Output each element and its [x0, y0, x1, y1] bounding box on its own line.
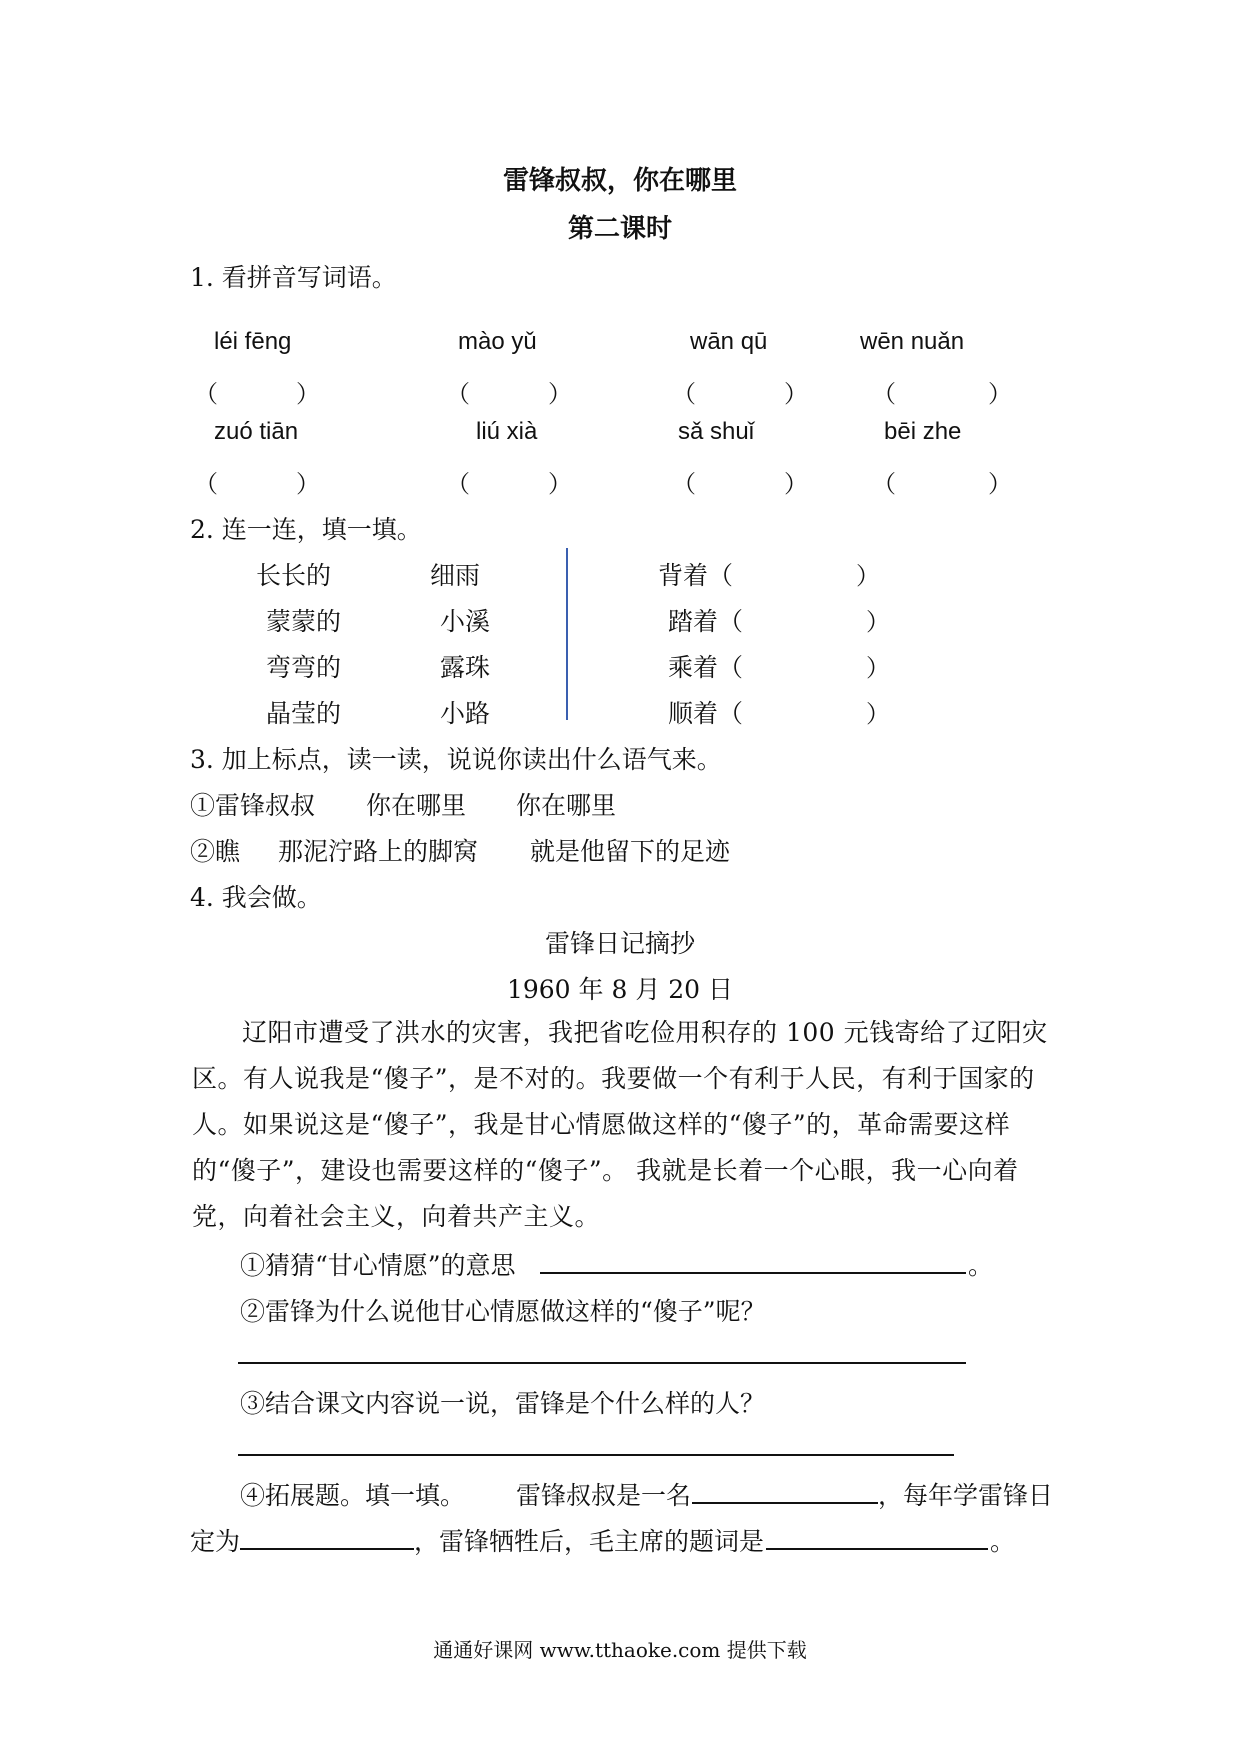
- match-mid-item: 露珠: [440, 653, 491, 682]
- answer-paren-close: ）: [296, 380, 320, 408]
- q3-phrase: ①雷锋叔叔: [190, 791, 316, 820]
- sub-question-2: ②雷锋为什么说他甘心情愿做这样的“傻子”呢？: [240, 1297, 766, 1326]
- answer-paren-open: （: [872, 470, 896, 498]
- answer-paren-close: ）: [784, 470, 808, 498]
- match-left-item: 晶莹的: [266, 699, 342, 728]
- fill-item: 踏着（: [668, 607, 744, 636]
- sub-question-4-text: ，每年学雷锋日: [878, 1481, 1054, 1510]
- answer-paren-close: ）: [988, 380, 1012, 408]
- page-subtitle: 第二课时: [567, 214, 672, 244]
- answer-paren-close: ）: [548, 380, 572, 408]
- answer-line: [540, 1272, 966, 1274]
- answer-paren-open: （: [194, 470, 218, 498]
- sub-question-3: ③结合课文内容说一说，雷锋是个什么样的人？: [240, 1389, 766, 1418]
- sub-question-4-text: 定为: [190, 1527, 241, 1556]
- answer-paren-open: （: [446, 380, 470, 408]
- answer-paren-open: （: [672, 470, 696, 498]
- q3-phrase: 那泥泞路上的脚窝: [278, 837, 479, 866]
- fill-paren-close: ）: [866, 654, 890, 682]
- match-left-item: 蒙蒙的: [266, 607, 342, 636]
- q3-phrase: ②瞧: [190, 837, 241, 866]
- pinyin-6: liú xià: [476, 418, 538, 445]
- answer-paren-close: ）: [784, 380, 808, 408]
- match-mid-item: 细雨: [430, 561, 481, 590]
- pinyin-1: léi fēng: [214, 328, 292, 355]
- answer-paren-open: （: [872, 380, 896, 408]
- fill-item: 顺着（: [668, 699, 744, 728]
- q3-heading: 3. 加上标点，读一读，说说你读出什么语气来。: [190, 745, 722, 774]
- fill-paren-close: ）: [866, 700, 890, 728]
- answer-line: [238, 1362, 966, 1364]
- answer-line: [692, 1502, 878, 1504]
- pinyin-4: wēn nuǎn: [860, 328, 965, 355]
- diary-date: 1960 年 8 月 20 日: [506, 975, 734, 1004]
- q3-phrase: 你在哪里: [516, 791, 617, 820]
- sub-question-4: ④拓展题。填一填。: [240, 1481, 466, 1510]
- match-mid-item: 小路: [440, 699, 491, 728]
- fill-item: 背着（: [658, 561, 734, 590]
- divider-line: [566, 548, 568, 720]
- answer-paren-close: ）: [296, 470, 320, 498]
- pinyin-5: zuó tiān: [214, 418, 299, 445]
- q2-heading: 2. 连一连，填一填。: [190, 515, 422, 544]
- pinyin-7: sǎ shuǐ: [678, 418, 755, 445]
- sub-question-1: ①猜猜“甘心情愿”的意思: [240, 1251, 516, 1280]
- q1-heading: 1. 看拼音写词语。: [190, 263, 397, 292]
- answer-paren-open: （: [446, 470, 470, 498]
- sub-question-4-text: 雷锋叔叔是一名: [516, 1481, 692, 1510]
- match-left-item: 长长的: [256, 561, 332, 590]
- sub-question-4-text: 。: [990, 1527, 1016, 1556]
- q4-heading: 4. 我会做。: [190, 883, 322, 912]
- q3-phrase: 你在哪里: [366, 791, 467, 820]
- answer-paren-close: ）: [988, 470, 1012, 498]
- pinyin-8: bēi zhe: [884, 418, 962, 445]
- match-mid-item: 小溪: [440, 607, 491, 636]
- pinyin-2: mào yǔ: [458, 328, 537, 355]
- sub-question-1-end: 。: [968, 1251, 994, 1280]
- fill-paren-close: ）: [856, 562, 880, 590]
- answer-line: [240, 1548, 414, 1550]
- diary-title: 雷锋日记摘抄: [544, 929, 695, 958]
- fill-item: 乘着（: [668, 653, 744, 682]
- answer-line: [766, 1548, 988, 1550]
- answer-paren-open: （: [672, 380, 696, 408]
- answer-paren-open: （: [194, 380, 218, 408]
- answer-line: [238, 1454, 954, 1456]
- pinyin-3: wān qū: [690, 328, 768, 355]
- answer-paren-close: ）: [548, 470, 572, 498]
- fill-paren-close: ）: [866, 608, 890, 636]
- footer-text: 通通好课网 www.tthaoke.com 提供下载: [433, 1638, 807, 1662]
- q3-phrase: 就是他留下的足迹: [530, 837, 731, 866]
- page-title: 雷锋叔叔，你在哪里: [502, 166, 737, 196]
- diary-text: 辽阳市遭受了洪水的灾害，我把省吃俭用积存的 100 元钱寄给了辽阳灾区。有人说我是“傻子”，是不对的。我要做一个有利于人民，有利于国家的人。如果说这是“傻子”，我是甘心情愿做这样的“傻子”的，革命需要这样的“傻子”，建设也需要这样的“傻子”。 我就是长着一个心眼，我一心向着党，向着社会主义，向着共产主义。: [192, 1018, 1048, 1231]
- sub-question-4-text: ，雷锋牺牲后，毛主席的题词是: [414, 1527, 765, 1556]
- match-left-item: 弯弯的: [266, 653, 342, 682]
